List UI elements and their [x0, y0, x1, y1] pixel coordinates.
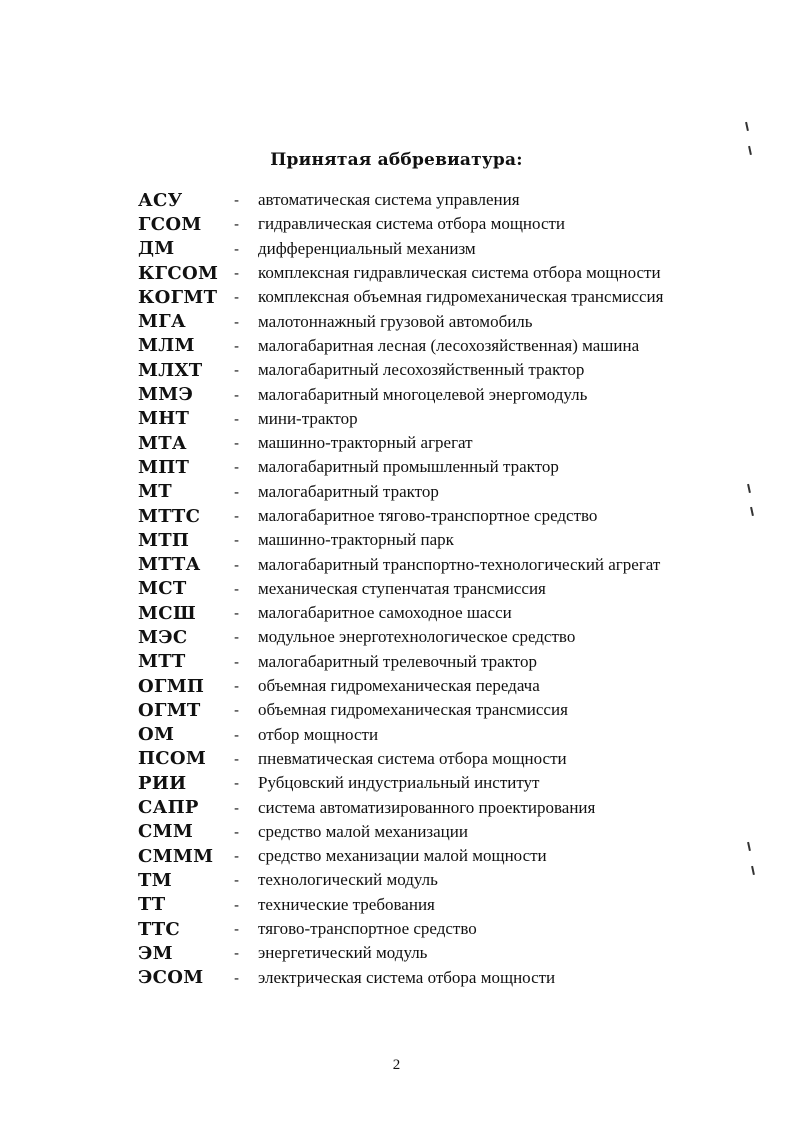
abbreviation-term: ТТ [138, 894, 166, 916]
separator-dash: - [234, 361, 240, 380]
separator-dash: - [234, 920, 240, 939]
abbreviation-term: СММ [138, 821, 194, 843]
separator-dash: - [234, 968, 240, 987]
abbreviation-term: МСТ [138, 578, 187, 600]
abbreviation-definition: пневматическая система отбора мощности [258, 748, 567, 768]
abbreviation-row [138, 747, 758, 771]
abbreviation-term: ММЭ [138, 384, 194, 406]
separator-dash: - [234, 312, 240, 331]
separator-dash: - [234, 652, 240, 671]
abbreviation-definition: модульное энерготехнологическое средство [258, 627, 576, 647]
abbreviation-term: МТ [138, 481, 172, 503]
abbreviation-term: ДМ [138, 238, 175, 260]
abbreviation-definition: малотоннажный грузовой автомобиль [258, 311, 533, 331]
separator-dash: - [234, 774, 240, 793]
abbreviation-row [138, 382, 758, 406]
abbreviation-term: ОГМП [138, 675, 205, 697]
separator-dash: - [234, 288, 240, 307]
abbreviation-row [138, 917, 758, 941]
separator-dash: - [234, 604, 240, 623]
abbreviation-term: МПТ [138, 456, 190, 478]
abbreviation-term: МТП [138, 529, 190, 551]
abbreviation-term: ОГМТ [138, 699, 201, 721]
abbreviation-term: МГА [138, 311, 186, 333]
abbreviation-definition: технологический модуль [258, 870, 438, 890]
separator-dash: - [234, 895, 240, 914]
abbreviation-term: АСУ [138, 189, 183, 211]
abbreviation-term: ЭСОМ [138, 967, 204, 989]
abbreviation-definition: комплексная объемная гидромеханическая трансмиссия [258, 287, 664, 307]
abbreviation-row [138, 455, 758, 479]
abbreviation-row [138, 552, 758, 576]
separator-dash: - [234, 239, 240, 258]
abbreviation-row [138, 893, 758, 917]
abbreviation-definition: малогабаритное тягово-транспортное средство [258, 506, 598, 525]
separator-dash: - [234, 385, 240, 404]
abbreviation-definition: малогабаритный трелевочный трактор [258, 651, 537, 671]
abbreviation-definition: малогабаритный транспортно-технологический агрегат [258, 554, 661, 574]
abbreviation-row [138, 577, 758, 601]
abbreviation-definition: механическая ступенчатая трансмиссия [258, 578, 546, 598]
abbreviation-term: СМММ [138, 845, 214, 867]
page-number: 2 [392, 1057, 401, 1073]
separator-dash: - [234, 798, 240, 817]
abbreviation-row [138, 844, 758, 868]
separator-dash: - [234, 458, 240, 477]
abbreviation-term: МЛХТ [138, 359, 203, 381]
abbreviation-definition: электрическая система отбора мощности [258, 967, 556, 987]
abbreviation-definition: тягово-транспортное средство [258, 919, 477, 939]
separator-dash: - [234, 725, 240, 744]
separator-dash: - [234, 531, 240, 550]
abbreviation-row [138, 601, 758, 625]
abbreviation-row [138, 966, 758, 990]
abbreviation-term: МТТА [138, 554, 201, 576]
abbreviation-term: САПР [138, 797, 199, 819]
abbreviation-row [138, 674, 758, 698]
abbreviation-definition: малогабаритный многоцелевой энергомодуль [258, 384, 588, 404]
separator-dash: - [234, 701, 240, 720]
abbreviation-list [138, 188, 758, 990]
abbreviation-term: МТА [138, 432, 187, 454]
abbreviation-row [138, 334, 758, 358]
abbreviation-definition: комплексная гидравлическая система отбора мощности [258, 263, 661, 283]
separator-dash: - [234, 871, 240, 890]
abbreviation-definition: средство малой механизации [258, 821, 468, 841]
separator-dash: - [234, 822, 240, 841]
separator-dash: - [234, 434, 240, 453]
separator-dash: - [234, 555, 240, 574]
abbreviation-definition: малогабаритная лесная (лесохозяйственная) машина [258, 335, 640, 355]
abbreviation-definition: малогабаритный трактор [258, 481, 439, 501]
abbreviation-definition: малогабаритный лесохозяйственный трактор [258, 360, 585, 380]
abbreviation-definition: энергетический модуль [258, 943, 428, 963]
separator-dash: - [234, 191, 240, 210]
abbreviation-term: МСШ [138, 602, 196, 624]
abbreviation-definition: средство механизации малой мощности [258, 846, 547, 866]
abbreviation-row [138, 698, 758, 722]
abbreviation-term: ОМ [138, 724, 175, 746]
abbreviation-term: ГСОМ [138, 213, 202, 235]
page-title: Принятая аббревиатура: [270, 150, 523, 170]
abbreviation-row [138, 407, 758, 431]
abbreviation-term: ТТС [138, 918, 181, 940]
separator-dash: - [234, 847, 240, 866]
abbreviation-row [138, 795, 758, 819]
abbreviation-row [138, 771, 758, 795]
abbreviation-row [138, 941, 758, 965]
abbreviation-row [138, 820, 758, 844]
abbreviation-definition: автоматическая система управления [258, 190, 520, 210]
abbreviation-term: МНТ [138, 408, 190, 430]
abbreviation-definition: машинно-тракторный агрегат [258, 433, 473, 453]
abbreviation-row [138, 504, 758, 528]
abbreviation-row [138, 212, 758, 236]
abbreviation-definition: мини-трактор [258, 408, 358, 428]
abbreviation-definition: технические требования [258, 894, 435, 914]
abbreviation-definition: малогабаритный промышленный трактор [258, 457, 559, 477]
abbreviation-definition: дифференциальный механизм [258, 238, 476, 258]
abbreviation-definition: машинно-тракторный парк [258, 530, 454, 550]
abbreviation-term: МТТ [138, 651, 186, 673]
separator-dash: - [234, 628, 240, 647]
abbreviation-term: КОГМТ [138, 286, 218, 308]
abbreviation-row [138, 358, 758, 382]
scan-speck [745, 122, 748, 131]
abbreviation-row [138, 723, 758, 747]
abbreviation-term: КГСОМ [138, 262, 219, 284]
separator-dash: - [234, 215, 240, 234]
abbreviation-row [138, 261, 758, 285]
separator-dash: - [234, 264, 240, 283]
abbreviation-definition: объемная гидромеханическая трансмиссия [258, 700, 568, 720]
abbreviation-term: МЭС [138, 626, 188, 648]
abbreviation-row [138, 309, 758, 333]
separator-dash: - [234, 482, 240, 501]
abbreviation-term: ТМ [138, 869, 172, 891]
abbreviation-row [138, 625, 758, 649]
separator-dash: - [234, 336, 240, 355]
abbreviation-term: МТТС [138, 505, 201, 527]
abbreviation-term: ЭМ [138, 942, 173, 964]
separator-dash: - [234, 944, 240, 963]
separator-dash: - [234, 677, 240, 696]
abbreviation-definition: Рубцовский индустриальный институт [258, 773, 540, 793]
separator-dash: - [234, 579, 240, 598]
abbreviation-row [138, 650, 758, 674]
abbreviation-definition: объемная гидромеханическая передача [258, 676, 540, 696]
abbreviation-definition: малогабаритное самоходное шасси [258, 603, 512, 623]
abbreviation-definition: гидравлическая система отбора мощности [258, 214, 566, 234]
abbreviation-row [138, 285, 758, 309]
abbreviation-definition: отбор мощности [258, 724, 379, 744]
abbreviation-row [138, 480, 758, 504]
abbreviation-term: РИИ [138, 772, 187, 794]
abbreviation-term: МЛМ [138, 335, 195, 357]
separator-dash: - [234, 409, 240, 428]
abbreviation-row [138, 237, 758, 261]
abbreviation-definition: система автоматизированного проектирования [258, 797, 596, 817]
separator-dash: - [234, 507, 240, 525]
abbreviation-row [138, 528, 758, 552]
abbreviation-row [138, 188, 758, 212]
abbreviation-row [138, 868, 758, 892]
abbreviation-term: ПСОМ [138, 748, 207, 770]
separator-dash: - [234, 749, 240, 768]
abbreviation-row [138, 431, 758, 455]
